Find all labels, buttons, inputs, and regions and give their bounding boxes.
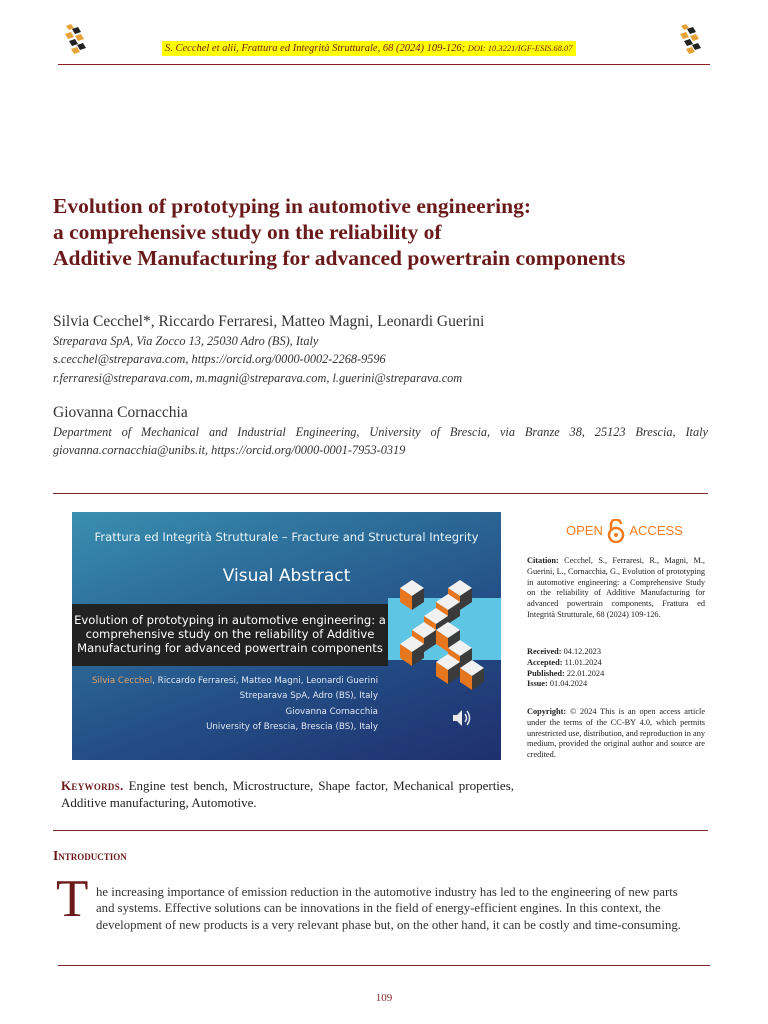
drop-cap: T	[56, 870, 89, 928]
date-label: Accepted:	[527, 657, 563, 667]
va-credit-line: Streparava SpA, Adro (BS), Italy	[239, 691, 378, 702]
keywords-text: Engine test bench, Microstructure, Shape factor, Mechanical properties, Additive manufacturing, Automotive.	[61, 778, 515, 810]
keywords-label: Keywords.	[61, 778, 124, 793]
sidebar-dates	[527, 647, 705, 690]
va-heading: Visual Abstract	[222, 566, 351, 586]
va-title-line: Manufacturing for advanced powertrain components	[77, 641, 383, 656]
journal-logo-right-icon	[677, 22, 703, 56]
va-credits	[72, 674, 378, 736]
author-affiliation: Streparava SpA, Via Zocco 13, 25030 Adro (BS), Italy	[53, 334, 319, 348]
sidebar-citation	[527, 556, 705, 621]
date-value: 22.01.2024	[566, 668, 605, 678]
running-header-citation	[162, 41, 576, 56]
introduction-body	[96, 884, 708, 933]
section-rule	[53, 493, 708, 494]
journal-logo-left	[62, 22, 88, 56]
journal-logo-left-icon	[62, 22, 88, 56]
oa-right: ACCESS	[629, 523, 683, 538]
section-heading-introduction: Introduction	[53, 848, 127, 863]
date-value: 11.01.2024	[564, 657, 602, 667]
open-access-badge	[566, 519, 683, 543]
date-label: Issue:	[527, 679, 548, 689]
header-doi[interactable]: DOI: 10.3221/IGF-ESIS.68.07	[467, 43, 573, 53]
va-title-line: Evolution of prototyping in automotive engineering: a	[74, 613, 386, 627]
va-credit-rest: , Riccardo Ferraresi, Matteo Magni, Leonardi Guerini	[152, 676, 378, 686]
article-title	[53, 193, 713, 271]
header-citation-text: S. Cecchel et alii, Frattura ed Integrità Strutturale, 68 (2024) 109-126;	[165, 43, 466, 54]
author-contact[interactable]: r.ferraresi@streparava.com, m.magni@streparava.com, l.guerini@streparava.com	[53, 371, 463, 385]
title-line: Additive Manufacturing for advanced powertrain components	[53, 246, 626, 270]
va-title-line: comprehensive study on the reliability of Additive	[85, 627, 375, 642]
author-names: Giovanna Cornacchia	[53, 404, 188, 421]
date-value: 04.12.2023	[563, 647, 601, 656]
va-credit-line: Giovanna Cornacchia	[285, 706, 378, 717]
open-lock-icon	[607, 519, 625, 543]
speaker-icon[interactable]	[451, 708, 475, 728]
footer-rule	[58, 965, 710, 966]
va-credit-line: University of Brescia, Brescia (BS), Italy	[206, 722, 378, 733]
page-number: 109	[375, 992, 393, 1004]
visual-abstract[interactable]	[72, 512, 501, 760]
author-contact[interactable]: giovanna.cornacchia@unibs.it, https://orcid.org/0000-0001-7953-0319	[53, 443, 406, 457]
va-title-text	[72, 613, 388, 656]
body-line: and systems. Effective solutions can be innovations in the field of energy-efficient engines. In this context, the	[96, 901, 661, 916]
va-credit-first: Silvia Cecchel	[91, 676, 153, 686]
date-label: Received:	[527, 647, 562, 656]
author-affiliation: Department of Mechanical and Industrial Engineering, University of Brescia, via Branze 38, 25123 Brescia, Italy	[53, 425, 708, 439]
va-journal-line: Frattura ed Integrità Strutturale – Fracture and Structural Integrity	[94, 530, 479, 544]
body-line: development of new products is a very relevant phase but, on the other hand, it can be costly and time-consuming.	[96, 917, 681, 932]
section-rule	[53, 830, 708, 831]
author-names: Silvia Cecchel*, Riccardo Ferraresi, Matteo Magni, Leonardi Guerini	[53, 313, 485, 330]
body-line: he increasing importance of emission reduction in the automotive industry has led to the engineering of new parts	[96, 885, 678, 899]
keywords	[61, 777, 514, 811]
citation-text: Cecchel, S., Ferraresi, R., Magni, M., Guerini, L., Cornacchia, G., Evolution of prototyping in automotive engineering: a Comprehensive Study on the reliability of Additive Manufacturing for advanced powertrain components, Frattura ed Integrità Strutturale, 68 (2024) 109-126.	[527, 556, 705, 619]
date-label: Published:	[527, 668, 565, 678]
copyright-label: Copyright:	[527, 707, 567, 716]
author-contact[interactable]: s.cecchel@streparava.com, https://orcid.org/0000-0002-2268-9596	[53, 352, 386, 366]
citation-label: Citation:	[527, 556, 559, 565]
oa-left: OPEN	[566, 523, 603, 538]
sidebar-copyright	[527, 707, 705, 761]
copyright-text: © 2024 This is an open access article under the terms of the CC-BY 4.0, which permits unrestricted use, distribution, and reproduction in any medium, provided the original author and source are credited.	[527, 707, 705, 760]
header-rule	[58, 64, 710, 65]
title-line: Evolution of prototyping in automotive engineering:	[53, 194, 531, 218]
title-line: a comprehensive study on the reliability of	[53, 220, 442, 244]
date-value: 01.04.2024	[549, 679, 588, 689]
cubes-graphic	[400, 580, 484, 690]
journal-logo-right	[677, 22, 703, 56]
